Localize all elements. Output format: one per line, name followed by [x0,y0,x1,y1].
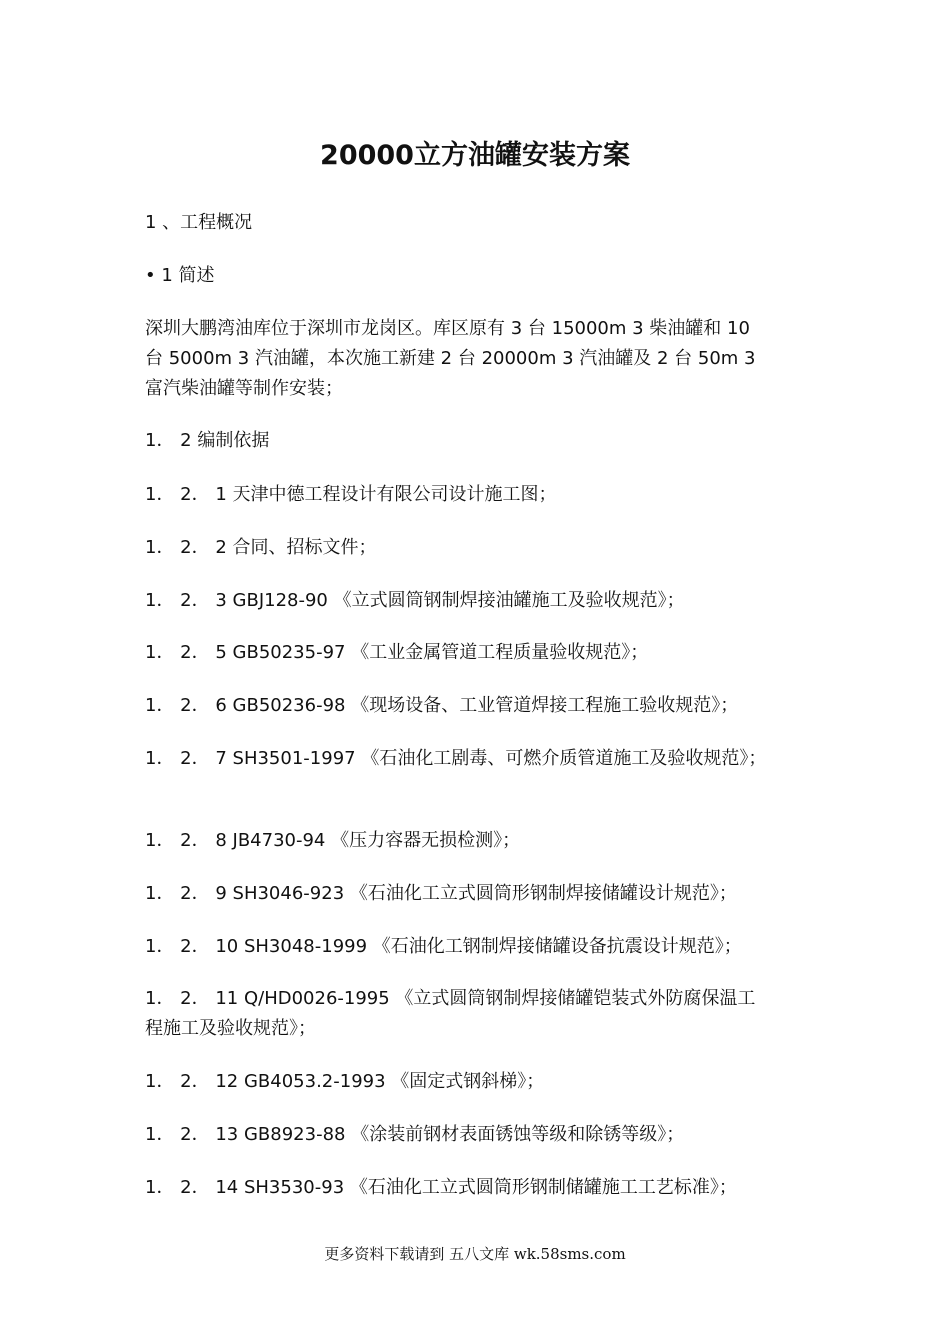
basis-item-11 [145,984,825,1044]
basis-heading: 1． 2 编制依据 [145,430,270,451]
basis-item: 1． 2． 1 天津中德工程设计有限公司设计施工图； [145,484,557,505]
basis-item: 1． 2． 10 SH3048-1999 《石油化工钢制焊接储罐设备抗震设计规范》； [145,936,742,957]
basis-item: 1． 2． 6 GB50236-98 《现场设备、工业管道焊接工程施工验收规范》； [145,695,739,716]
intro-line: 深圳大鹏湾油库位于深圳市龙岗区。库区原有 3 台 15000m 3 柴油罐和 10 [145,318,750,339]
basis-item-line: 1． 2． 11 Q/HD0026-1995 《立式圆筒钢制焊接储罐铠装式外防腐保温工 [145,988,756,1009]
subsection-heading: • 1 简述 [145,265,215,286]
basis-item: 1． 2． 9 SH3046-923 《石油化工立式圆筒形钢制焊接储罐设计规范》； [145,883,737,904]
basis-item: 1． 2． 14 SH3530-93 《石油化工立式圆筒形钢制储罐施工工艺标准》； [145,1177,737,1198]
basis-item: 1． 2． 7 SH3501-1997 《石油化工剧毒、可燃介质管道施工及验收规范》； [145,748,767,769]
basis-item: 1． 2． 3 GBJ128-90 《立式圆筒钢制焊接油罐施工及验收规范》； [145,590,685,611]
intro-paragraph [145,314,825,404]
basis-item: 1． 2． 5 GB50235-97 《工业金属管道工程质量验收规范》； [145,642,649,663]
intro-line: 富汽柴油罐等制作安装； [145,378,343,399]
footer-note: 更多资料下载请到 五八文库 wk.58sms.com [324,1245,626,1263]
intro-line: 台 5000m 3 汽油罐，本次施工新建 2 台 20000m 3 汽油罐及 2 台 50m 3 [145,348,756,369]
basis-item: 1． 2． 13 GB8923-88 《涂装前钢材表面锈蚀等级和除锈等级》； [145,1124,685,1145]
basis-item: 1． 2． 2 合同、招标文件； [145,537,377,558]
basis-item-line: 程施工及验收规范》； [145,1018,316,1039]
document-title: 20000立方油罐安装方案 [320,140,630,171]
basis-item: 1． 2． 8 JB4730-94 《压力容器无损检测》； [145,830,521,851]
section-heading: 1 、工程概况 [145,212,253,233]
basis-item: 1． 2． 12 GB4053.2-1993 《固定式钢斜梯》； [145,1071,545,1092]
